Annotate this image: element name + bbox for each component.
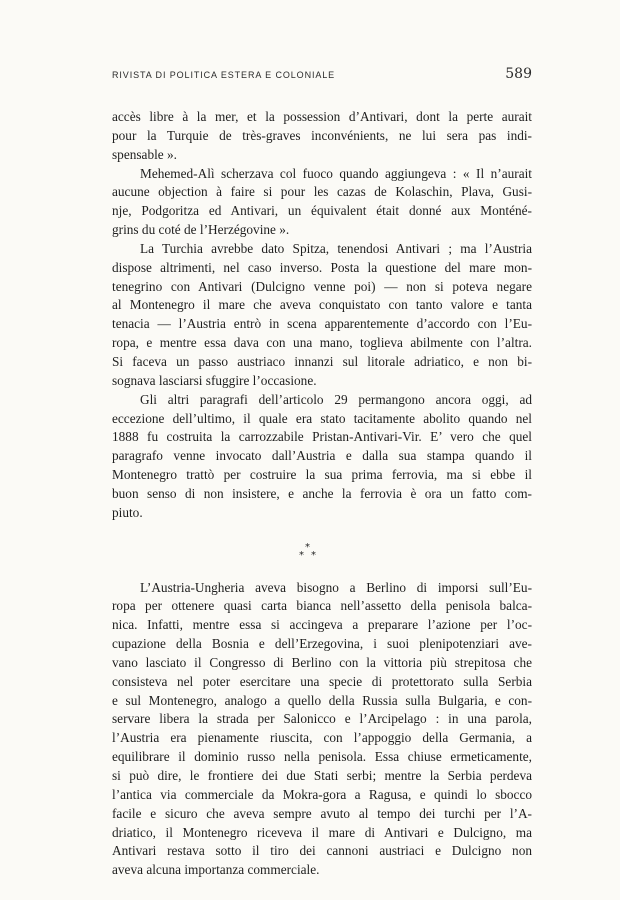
text-line: dispose altrimenti, nel caso inverso. Posta la questione del mare mon- — [112, 259, 532, 275]
text-line: aucune objection à faire si pour les cazas de Kolaschin, Plava, Gusi- — [112, 184, 532, 200]
asterism-star: * — [299, 549, 304, 561]
body-text — [112, 108, 532, 880]
text-line: piuto. — [112, 504, 143, 520]
text-line: Si faceva un passo austriaco innanzi sul litorale adriatico, e non bi- — [112, 353, 532, 369]
text-line: grins du coté de l’Herzégovine ». — [112, 222, 290, 238]
asterism-star: * — [311, 549, 316, 561]
section-separator — [112, 529, 532, 575]
text-line: 1888 fu costruita la carrozzabile Pristan-Antivari-Vir. E’ vero che quel — [112, 429, 532, 445]
text-line: eccezione dell’ultimo, il quale era stato tacitamente abolito quando nel — [112, 410, 532, 426]
paragraph — [112, 391, 532, 523]
text-line: L’Austria-Ungheria aveva bisogno a Berlino di imporsi sull’Eu- — [140, 579, 532, 595]
text-line: e sul Montenegro, analogo a quello della Russia sulla Bulgaria, e con- — [112, 692, 532, 708]
text-line: cupazione della Bosnia e dell’Erzegovina, i suoi plenipotenziari ave- — [112, 636, 532, 652]
text-line: l’antica via commerciale da Mokra-gora a Ragusa, e quindi lo sbocco — [112, 786, 532, 802]
text-line: servare libera la strada per Salonicco e l’Arcipelago : in una parola, — [112, 711, 532, 727]
paragraph — [112, 165, 532, 240]
text-line: l’Austria era pienamente riuscita, con l’appoggio della Germania, a — [112, 730, 532, 746]
running-title: RIVISTA DI POLITICA ESTERA E COLONIALE — [112, 70, 336, 80]
text-line: tenacia — l’Austria entrò in scena apparentemente d’accordo con l’Eu- — [112, 316, 532, 332]
text-line: vano lasciato il Congresso di Berlino con la vittoria più strepitosa che — [112, 654, 532, 670]
text-line: ropa per ottenere quasi carta bianca nell’assetto della penisola balca- — [112, 598, 532, 614]
text-line: si può dire, le frontiere dei due Stati serbi; mentre la Serbia perdeva — [112, 768, 532, 783]
text-line: nica. Infatti, mentre essa si accingeva a preparare l’azione per l’oc- — [112, 617, 532, 633]
text-line: al Montenegro il mare che aveva conquistato con tanto valore e tanta — [112, 297, 532, 313]
text-line: Montenegro trattò per costruire la sua prima ferrovia, ma si ebbe il — [112, 467, 532, 483]
text-line: buon senso di non insistere, e anche la ferrovia è ora un fatto com- — [112, 485, 532, 501]
page-header — [112, 66, 532, 82]
text-line: sognava lasciarsi sfuggire l’occasione. — [112, 372, 317, 388]
text-line: aveva alcuna importanza commerciale. — [112, 862, 320, 878]
text-line: Mehemed-Alì scherzava col fuoco quando aggiungeva : « Il n’aurait — [140, 165, 532, 181]
page-number: 589 — [505, 66, 532, 82]
text-line: accès libre à la mer, et la possession d’Antivari, dont la perte aurait — [112, 109, 532, 124]
text-line: pour la Turquie de très-graves inconvénients, ne lui sera pas indi- — [112, 127, 532, 143]
paragraph — [112, 108, 532, 165]
text-line: La Turchia avrebbe dato Spitza, tenendosi Antivari ; ma l’Austria — [140, 240, 532, 256]
asterism-star: * — [305, 541, 310, 553]
paragraph — [112, 579, 532, 881]
text-line: tenegrino con Antivari (Dulcigno venne poi) — non si poteva negare — [112, 278, 532, 294]
text-line: Gli altri paragrafi dell’articolo 29 permangono ancora oggi, ad — [140, 391, 532, 407]
text-line: nje, Podgoritza ed Antivari, un équivalent était donné aux Monténé- — [112, 203, 532, 219]
text-line: paragrafo venne invocato dall’Austria e dalla sua stampa quando il — [112, 448, 532, 464]
text-line: equilibrare il dominio russo nella penisola. Essa chiuse ermeticamente, — [112, 749, 532, 765]
text-line: ropa, e mentre essa dava con una mano, toglieva abilmente con l’altra. — [112, 335, 532, 351]
text-line: Antivari restava sotto il tiro dei cannoni austriaci e Dulcigno non — [112, 843, 532, 859]
text-line: spensable ». — [112, 146, 177, 162]
text-line: consisteva nel poter esercitare una specie di protettorato sulla Serbia — [112, 673, 532, 689]
text-line: driatico, il Montenegro riceveva il mare di Antivari e Dulcigno, ma — [112, 824, 532, 840]
text-line: facile e sicuro che aveva sempre avuto al tempo dei turchi per l’A- — [112, 805, 532, 821]
paragraph — [112, 240, 532, 391]
